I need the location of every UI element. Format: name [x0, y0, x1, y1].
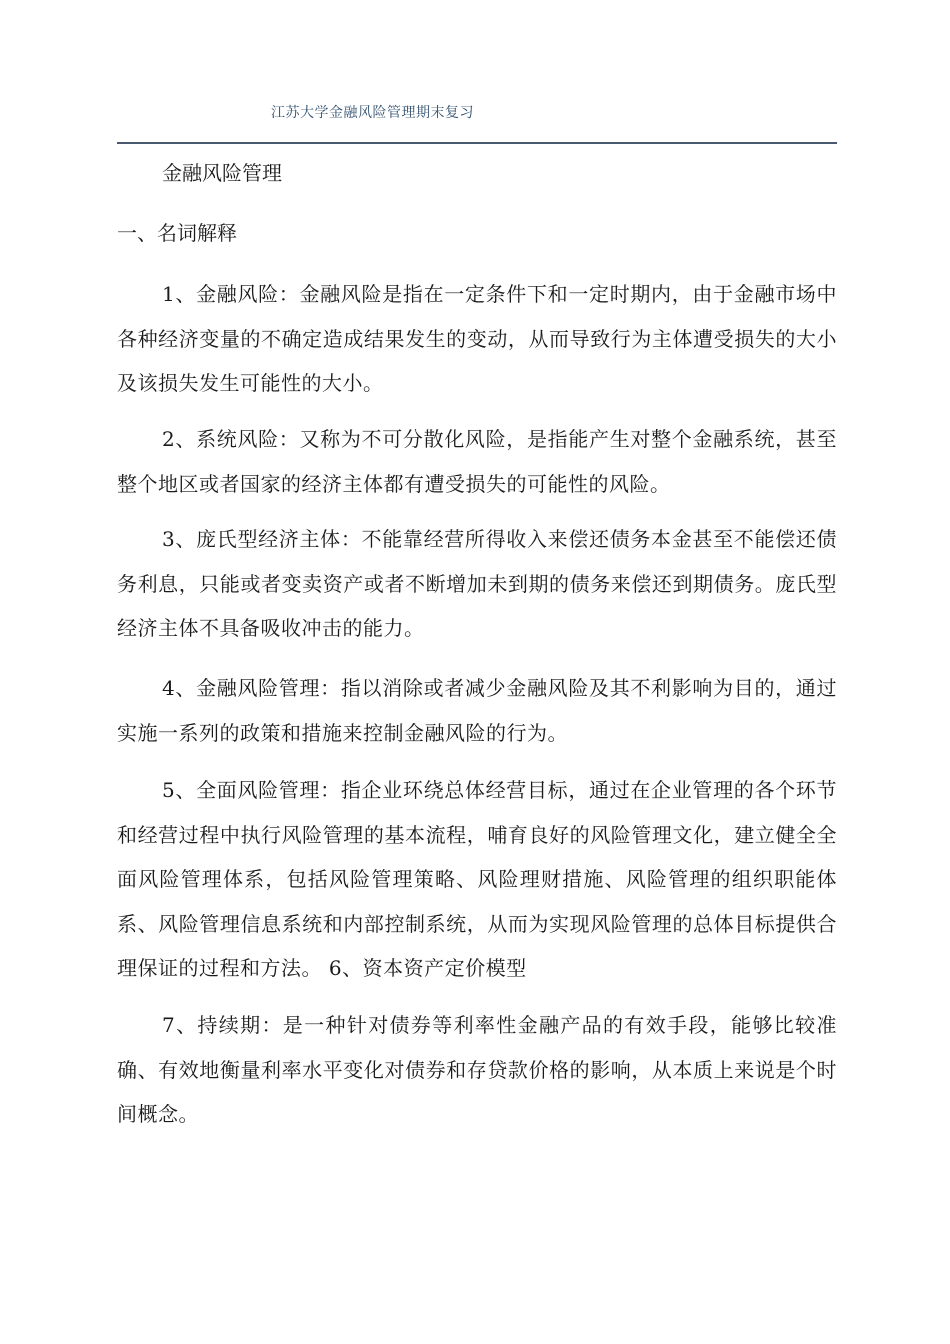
- paragraph-systemic-risk: 2、系统风险：又称为不可分散化风险，是指能产生对整个金融系统，甚至整个地区或者国家的经济主体都有遭受损失的可能性的风险。: [117, 427, 837, 496]
- section-heading: 一、名词解释: [117, 221, 237, 245]
- paragraph-duration: 7、持续期：是一种针对债券等利率性金融产品的有效手段，能够比较准确、有效地衡量利率水平变化对债券和存贷款价格的影响，从本质上来说是个时间概念。: [117, 1013, 837, 1126]
- header-title: 江苏大学金融风险管理期末复习: [271, 105, 474, 121]
- paragraph-enterprise-risk-management: 5、全面风险管理：指企业环绕总体经营目标，通过在企业管理的各个环节和经营过程中执行风险管理的基本流程，哺育良好的风险管理文化，建立健全全面风险管理体系，包括风险管理策略、风险理财措施、风险管理的组织职能体系、风险管理信息系统和内部控制系统，从而为实现风险管理的总体目标提供合理保证的过程和方法。 6、资本资产定价模型: [117, 778, 837, 980]
- header-divider: [117, 142, 837, 144]
- document-title: 金融风险管理: [162, 161, 282, 185]
- page-header: [0, 0, 950, 150]
- paragraph-ponzi-entity: 3、庞氏型经济主体：不能靠经营所得收入来偿还债务本金甚至不能偿还债务利息，只能或者变卖资产或者不断增加未到期的债务来偿还到期债务。庞氏型经济主体不具备吸收冲击的能力。: [117, 527, 837, 640]
- paragraph-financial-risk: 1、金融风险：金融风险是指在一定条件下和一定时期内，由于金融市场中各种经济变量的不确定造成结果发生的变动，从而导致行为主体遭受损失的大小及该损失发生可能性的大小。: [117, 282, 837, 395]
- paragraph-risk-management: 4、金融风险管理：指以消除或者减少金融风险及其不利影响为目的，通过实施一系列的政策和措施来控制金融风险的行为。: [117, 676, 837, 745]
